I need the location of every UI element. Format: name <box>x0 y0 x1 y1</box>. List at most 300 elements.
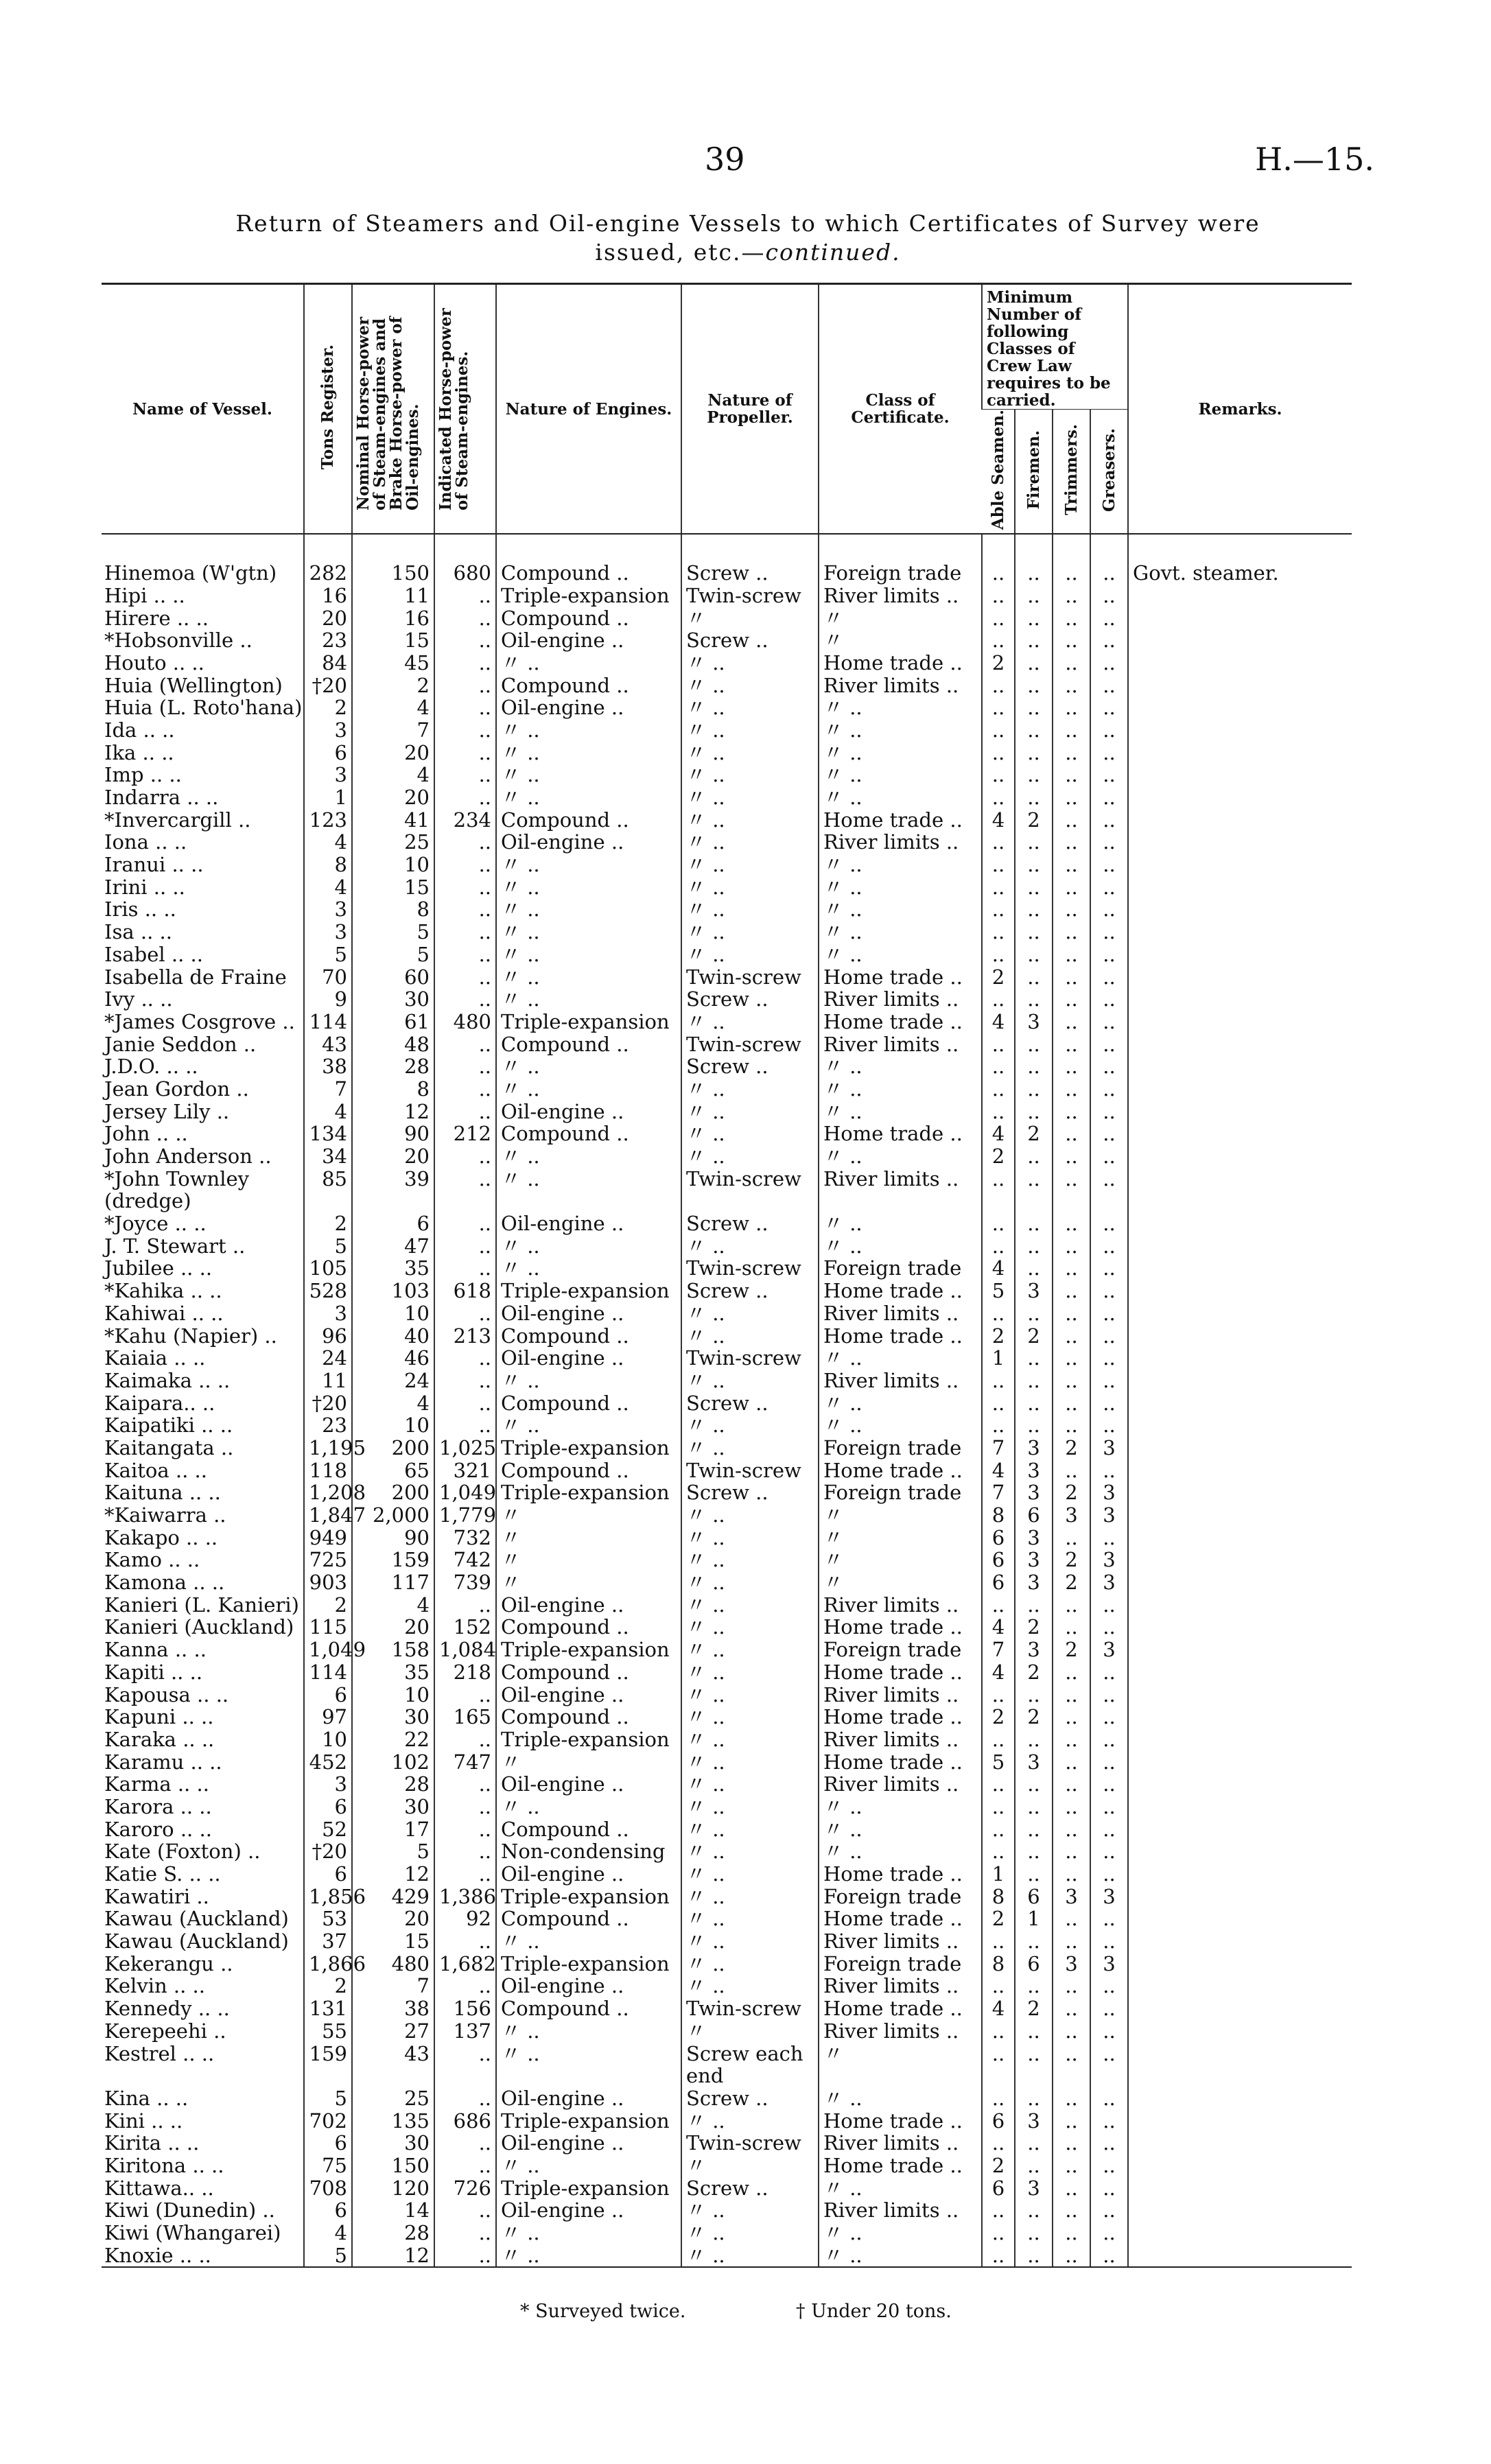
cell-engines: 〃 .. <box>496 1145 681 1168</box>
cell-name: Iris .. .. <box>104 897 176 922</box>
cell-name: Kini .. .. <box>104 2109 183 2133</box>
cell-trimmers: .. <box>1053 1011 1090 1033</box>
table-row <box>102 786 1352 809</box>
cell-name: Kapuni .. .. <box>104 1705 214 1729</box>
cell-nominal-hp: 117 <box>352 1571 434 1594</box>
cell-certificate: 〃 .. <box>819 1818 982 1841</box>
cell-name: Jean Gordon .. <box>104 1077 249 1101</box>
cell-greasers: .. <box>1090 1168 1128 1190</box>
cell-greasers: .. <box>1090 2177 1128 2200</box>
cell-tons: 3 <box>304 764 352 786</box>
col-header-firemen: Firemen. <box>1015 410 1053 535</box>
cell-propeller: Twin-screw <box>681 1033 819 1056</box>
cell-greasers: .. <box>1090 1347 1128 1370</box>
cell-greasers: .. <box>1090 1728 1128 1751</box>
cell-engines: 〃 <box>496 1504 681 1527</box>
cell-trimmers: .. <box>1053 1325 1090 1348</box>
cell-firemen: .. <box>1015 831 1053 854</box>
cell-name: Kaiaia .. .. <box>104 1346 206 1370</box>
cell-engines: Compound .. <box>496 1033 681 1056</box>
cell-indicated-hp: .. <box>434 1145 496 1168</box>
cell-propeller: 〃 .. <box>681 1504 819 1527</box>
table-row <box>102 607 1352 630</box>
cell-firemen: .. <box>1015 2087 1053 2110</box>
cell-tons: 1 <box>304 786 352 809</box>
cell-trimmers: .. <box>1053 719 1090 742</box>
cell-firemen: .. <box>1015 2244 1053 2268</box>
cell-nominal-hp: 10 <box>352 854 434 876</box>
cell-trimmers: .. <box>1053 2177 1090 2200</box>
cell-trimmers: .. <box>1053 1594 1090 1617</box>
cell-greasers: .. <box>1090 674 1128 697</box>
cell-propeller: 〃 <box>681 2155 819 2177</box>
cell-nominal-hp: 35 <box>352 1661 434 1684</box>
cell-able-seamen: .. <box>982 898 1015 921</box>
cell-firemen: 3 <box>1015 1751 1053 1774</box>
cell-firemen: 6 <box>1015 1504 1053 1527</box>
cell-engines: 〃 .. <box>496 2222 681 2244</box>
cell-nominal-hp: 46 <box>352 1347 434 1370</box>
cell-remarks <box>1128 966 1352 989</box>
cell-propeller: 〃 .. <box>681 1840 819 1863</box>
cell-indicated-hp: .. <box>434 719 496 742</box>
cell-greasers: .. <box>1090 1594 1128 1617</box>
cell-indicated-hp: 1,386 <box>434 1886 496 1908</box>
cell-name: Kapousa .. .. <box>104 1682 229 1706</box>
cell-nominal-hp: 20 <box>352 742 434 764</box>
cell-name: Kaituna .. .. <box>104 1481 221 1505</box>
table-row <box>102 1302 1352 1325</box>
cell-name: Kaitoa .. .. <box>104 1458 207 1482</box>
cell-indicated-hp: .. <box>434 2043 496 2065</box>
cell-able-seamen: .. <box>982 674 1015 697</box>
cell-certificate: 〃 .. <box>819 921 982 943</box>
cell-engines: Oil-engine .. <box>496 1975 681 1997</box>
cell-certificate: 〃 .. <box>819 854 982 876</box>
cell-certificate: 〃 .. <box>819 1212 982 1235</box>
cell-able-seamen: .. <box>982 562 1015 585</box>
cell-certificate <box>819 1190 982 1212</box>
cell-certificate: 〃 .. <box>819 2244 982 2268</box>
cell-nominal-hp: 60 <box>352 966 434 989</box>
cell-tons: 75 <box>304 2155 352 2177</box>
cell-able-seamen: 4 <box>982 1459 1015 1482</box>
table-row <box>102 2020 1352 2043</box>
cell-greasers: .. <box>1090 2020 1128 2043</box>
cell-remarks <box>1128 2065 1352 2087</box>
cell-nominal-hp: 25 <box>352 831 434 854</box>
cell-trimmers: .. <box>1053 1728 1090 1751</box>
cell-propeller: 〃 .. <box>681 1886 819 1908</box>
cell-able-seamen: .. <box>982 2199 1015 2222</box>
cell-greasers: .. <box>1090 1818 1128 1841</box>
cell-able-seamen: .. <box>982 988 1015 1011</box>
table-row <box>102 2177 1352 2200</box>
table-row <box>102 1616 1352 1639</box>
cell-certificate: 〃 .. <box>819 1414 982 1437</box>
cell-propeller: Twin-screw <box>681 2132 819 2155</box>
cell-name: Katie S. .. .. <box>104 1862 221 1886</box>
cell-name: Knoxie .. .. <box>102 2244 304 2268</box>
cell-remarks <box>1128 1055 1352 1078</box>
cell-certificate: 〃 .. <box>819 1347 982 1370</box>
cell-able-seamen: .. <box>982 2132 1015 2155</box>
cell-engines: Oil-engine .. <box>496 831 681 854</box>
cell-engines: Triple-expansion <box>496 1886 681 1908</box>
cell-propeller: 〃 .. <box>681 1773 819 1796</box>
cell-able-seamen: .. <box>982 1078 1015 1101</box>
table-row <box>102 1549 1352 1571</box>
cell-certificate: River limits .. <box>819 1975 982 1997</box>
cell-name: Kerepeehi .. <box>104 2019 226 2043</box>
cell-tons: 114 <box>304 1661 352 1684</box>
cell-indicated-hp: .. <box>434 1840 496 1863</box>
cell-nominal-hp <box>352 2065 434 2087</box>
cell-greasers: .. <box>1090 1235 1128 1258</box>
cell-indicated-hp: .. <box>434 1370 496 1392</box>
cell-remarks <box>1128 1997 1352 2020</box>
cell-certificate: 〃 .. <box>819 719 982 742</box>
table-row <box>102 2155 1352 2177</box>
cell-engines: Compound .. <box>496 809 681 832</box>
cell-indicated-hp: 92 <box>434 1908 496 1930</box>
cell-engines: 〃 .. <box>496 2244 681 2268</box>
cell-propeller: 〃 .. <box>681 1101 819 1123</box>
cell-nominal-hp: 30 <box>352 2132 434 2155</box>
cell-greasers: .. <box>1090 742 1128 764</box>
cell-nominal-hp: 40 <box>352 1325 434 1348</box>
cell-certificate: 〃 .. <box>819 876 982 899</box>
cell-propeller: 〃 .. <box>681 1751 819 1774</box>
cell-propeller: 〃 .. <box>681 1953 819 1975</box>
cell-greasers: .. <box>1090 1414 1128 1437</box>
cell-propeller: 〃 .. <box>681 1616 819 1639</box>
cell-tons: 105 <box>304 1257 352 1280</box>
cell-engines: Non-condensing <box>496 1840 681 1863</box>
table-row <box>102 854 1352 876</box>
cell-name: Isabella de Fraine <box>104 965 287 989</box>
cell-nominal-hp: 25 <box>352 2087 434 2110</box>
table-row <box>102 2222 1352 2244</box>
cell-greasers: .. <box>1090 1908 1128 1930</box>
cell-greasers <box>1090 1190 1128 1212</box>
table-row <box>102 1325 1352 1348</box>
cell-greasers: .. <box>1090 1706 1128 1728</box>
cell-nominal-hp: 8 <box>352 1078 434 1101</box>
cell-tons: 2 <box>304 1594 352 1617</box>
cell-able-seamen <box>982 1190 1015 1212</box>
cell-nominal-hp: 15 <box>352 876 434 899</box>
cell-trimmers: .. <box>1053 1975 1090 1997</box>
table-row <box>102 1459 1352 1482</box>
cell-name: Isabel .. .. <box>104 942 203 966</box>
cell-firemen: 2 <box>1015 1616 1053 1639</box>
title-line-1: Return of Steamers and Oil-engine Vessels to which Certificates of Survey were <box>235 210 1260 237</box>
table-row <box>102 1392 1352 1415</box>
table-row <box>102 1684 1352 1706</box>
cell-tons: 1,049 <box>304 1639 352 1661</box>
cell-indicated-hp: 213 <box>434 1325 496 1348</box>
cell-tons <box>304 2065 352 2087</box>
cell-certificate: 〃 .. <box>819 764 982 786</box>
cell-able-seamen: 2 <box>982 966 1015 989</box>
cell-trimmers: .. <box>1053 1347 1090 1370</box>
table-row <box>102 1257 1352 1280</box>
cell-name: Indarra .. .. <box>104 786 219 810</box>
cell-certificate: Foreign trade <box>819 1481 982 1504</box>
cell-engines: 〃 .. <box>496 1235 681 1258</box>
table-row <box>102 988 1352 1011</box>
cell-certificate: River limits .. <box>819 831 982 854</box>
cell-name: Karora .. .. <box>104 1794 212 1818</box>
cell-name: *John Townley <box>104 1166 250 1190</box>
cell-tons: 2 <box>304 1212 352 1235</box>
cell-greasers: .. <box>1090 1527 1128 1549</box>
cell-engines: Oil-engine .. <box>496 629 681 652</box>
cell-nominal-hp: 120 <box>352 2177 434 2200</box>
cell-tons: 528 <box>304 1280 352 1302</box>
cell-greasers: .. <box>1090 1257 1128 1280</box>
cell-remarks <box>1128 1280 1352 1302</box>
cell-firemen: .. <box>1015 742 1053 764</box>
cell-tons: 53 <box>304 1908 352 1930</box>
cell-firemen: .. <box>1015 1796 1053 1818</box>
cell-nominal-hp: 102 <box>352 1751 434 1774</box>
table-row <box>102 2087 1352 2110</box>
cell-firemen: .. <box>1015 1930 1053 1953</box>
cell-greasers: .. <box>1090 1975 1128 1997</box>
cell-propeller: 〃 .. <box>681 1549 819 1571</box>
cell-firemen: .. <box>1015 2132 1053 2155</box>
cell-certificate: Home trade .. <box>819 1863 982 1886</box>
cell-able-seamen: .. <box>982 786 1015 809</box>
table-row <box>102 1190 1352 1212</box>
cell-greasers: .. <box>1090 1302 1128 1325</box>
cell-certificate: River limits .. <box>819 1728 982 1751</box>
cell-nominal-hp: 4 <box>352 764 434 786</box>
cell-indicated-hp: 1,682 <box>434 1953 496 1975</box>
cell-greasers: .. <box>1090 585 1128 607</box>
cell-engines: Compound .. <box>496 1997 681 2020</box>
cell-trimmers: .. <box>1053 1459 1090 1482</box>
cell-indicated-hp: .. <box>434 607 496 630</box>
cell-tons: 1,866 <box>304 1953 352 1975</box>
cell-firemen: .. <box>1015 1975 1053 1997</box>
cell-nominal-hp: 16 <box>352 607 434 630</box>
cell-name: Iona .. .. <box>104 830 187 854</box>
cell-remarks <box>1128 1684 1352 1706</box>
title-line-2-prefix: issued, etc.— <box>595 239 766 266</box>
cell-indicated-hp: 137 <box>434 2020 496 2043</box>
cell-engines: 〃 .. <box>496 1414 681 1437</box>
cell-certificate: 〃 .. <box>819 1055 982 1078</box>
table-row <box>102 2065 1352 2087</box>
cell-firemen: .. <box>1015 585 1053 607</box>
cell-propeller: Screw .. <box>681 1392 819 1415</box>
cell-name: John Anderson .. <box>104 1145 272 1169</box>
cell-remarks <box>1128 1616 1352 1639</box>
cell-remarks <box>1128 719 1352 742</box>
cell-name: Kaimaka .. .. <box>104 1368 231 1392</box>
table-row <box>102 1728 1352 1751</box>
cell-indicated-hp: 480 <box>434 1011 496 1033</box>
cell-firemen: .. <box>1015 1392 1053 1415</box>
cell-tons: 10 <box>304 1728 352 1751</box>
cell-trimmers: .. <box>1053 629 1090 652</box>
cell-indicated-hp: .. <box>434 966 496 989</box>
cell-indicated-hp: 218 <box>434 1661 496 1684</box>
cell-propeller: 〃 .. <box>681 898 819 921</box>
cell-indicated-hp: .. <box>434 629 496 652</box>
cell-propeller: 〃 .. <box>681 1908 819 1930</box>
cell-firemen: .. <box>1015 674 1053 697</box>
cell-able-seamen: .. <box>982 854 1015 876</box>
cell-name: Ivy .. .. <box>104 987 173 1011</box>
cell-firemen: .. <box>1015 1818 1053 1841</box>
cell-engines: 〃 .. <box>496 652 681 674</box>
cell-certificate: 〃 <box>819 2043 982 2065</box>
cell-trimmers: .. <box>1053 764 1090 786</box>
cell-indicated-hp: .. <box>434 1033 496 1056</box>
table-row <box>102 1481 1352 1504</box>
cell-propeller: Twin-screw <box>681 1257 819 1280</box>
cell-remarks <box>1128 809 1352 832</box>
cell-greasers: .. <box>1090 1033 1128 1056</box>
cell-greasers: .. <box>1090 1145 1128 1168</box>
cell-nominal-hp: 17 <box>352 1818 434 1841</box>
cell-remarks <box>1128 1257 1352 1280</box>
cell-nominal-hp: 159 <box>352 1549 434 1571</box>
cell-indicated-hp: .. <box>434 1101 496 1123</box>
cell-tons: †20 <box>304 1392 352 1415</box>
cell-certificate: River limits .. <box>819 1033 982 1056</box>
cell-firemen: 3 <box>1015 2177 1053 2200</box>
cell-indicated-hp: .. <box>434 876 496 899</box>
cell-greasers: .. <box>1090 898 1128 921</box>
cell-certificate: Foreign trade <box>819 1257 982 1280</box>
cell-indicated-hp: .. <box>434 898 496 921</box>
cell-propeller: Screw .. <box>681 562 819 585</box>
cell-greasers: .. <box>1090 2110 1128 2133</box>
cell-greasers: .. <box>1090 876 1128 899</box>
cell-greasers: .. <box>1090 764 1128 786</box>
cell-greasers: .. <box>1090 1055 1128 1078</box>
cell-engines: Oil-engine .. <box>496 1863 681 1886</box>
cell-tons: 6 <box>304 2132 352 2155</box>
cell-nominal-hp: 90 <box>352 1527 434 1549</box>
cell-firemen: 3 <box>1015 1549 1053 1571</box>
cell-remarks <box>1128 2244 1352 2268</box>
cell-certificate: Home trade .. <box>819 966 982 989</box>
cell-tons: 702 <box>304 2110 352 2133</box>
table-row <box>102 1168 1352 1190</box>
cell-name: Kawatiri .. <box>104 1884 209 1908</box>
cell-propeller: 〃 .. <box>681 809 819 832</box>
cell-tons: 6 <box>304 1863 352 1886</box>
cell-certificate: Home trade .. <box>819 1616 982 1639</box>
cell-trimmers: 2 <box>1053 1571 1090 1594</box>
cell-name: Irini .. .. <box>104 875 185 899</box>
cell-engines <box>496 1190 681 1212</box>
cell-name: Kawau (Auckland) <box>104 1929 289 1953</box>
cell-greasers: .. <box>1090 2043 1128 2065</box>
cell-firemen: .. <box>1015 652 1053 674</box>
cell-name: Kekerangu .. <box>104 1951 233 1975</box>
cell-remarks <box>1128 607 1352 630</box>
cell-trimmers: .. <box>1053 988 1090 1011</box>
cell-able-seamen: .. <box>982 2087 1015 2110</box>
cell-name: Ida .. .. <box>104 718 175 742</box>
cell-engines: Triple-expansion <box>496 1437 681 1459</box>
cell-indicated-hp: .. <box>434 2087 496 2110</box>
cell-tons: 725 <box>304 1549 352 1571</box>
cell-tons: 96 <box>304 1325 352 1348</box>
cell-trimmers: .. <box>1053 809 1090 832</box>
cell-greasers: .. <box>1090 607 1128 630</box>
cell-remarks <box>1128 1235 1352 1258</box>
table-row <box>102 1101 1352 1123</box>
cell-tons: 20 <box>304 607 352 630</box>
cell-engines: Compound .. <box>496 1325 681 1348</box>
cell-greasers: .. <box>1090 1101 1128 1123</box>
cell-remarks <box>1128 1549 1352 1571</box>
table-row <box>102 2132 1352 2155</box>
cell-trimmers: .. <box>1053 1145 1090 1168</box>
cell-tons: 97 <box>304 1706 352 1728</box>
cell-indicated-hp: .. <box>434 921 496 943</box>
cell-engines: 〃 .. <box>496 764 681 786</box>
cell-trimmers: .. <box>1053 652 1090 674</box>
cell-tons: 903 <box>304 1571 352 1594</box>
cell-tons: 6 <box>304 1684 352 1706</box>
cell-nominal-hp: 15 <box>352 1930 434 1953</box>
cell-name: Kirita .. .. <box>104 2131 200 2155</box>
cell-nominal-hp: 65 <box>352 1459 434 1482</box>
cell-name: *Kahika .. .. <box>104 1279 222 1303</box>
cell-propeller: 〃 .. <box>681 2110 819 2133</box>
cell-name: Ika .. .. <box>104 740 174 764</box>
cell-name: J.D.O. .. .. <box>104 1055 198 1079</box>
col-header-name: Name of Vessel. <box>102 284 304 535</box>
cell-propeller: 〃 .. <box>681 742 819 764</box>
cell-nominal-hp: 135 <box>352 2110 434 2133</box>
cell-greasers: .. <box>1090 2222 1128 2244</box>
cell-engines: 〃 .. <box>496 742 681 764</box>
cell-indicated-hp: .. <box>434 1055 496 1078</box>
cell-propeller: 〃 .. <box>681 1145 819 1168</box>
cell-able-seamen: .. <box>982 1235 1015 1258</box>
cell-remarks <box>1128 1212 1352 1235</box>
cell-trimmers: .. <box>1053 1840 1090 1863</box>
cell-remarks <box>1128 876 1352 899</box>
cell-trimmers: .. <box>1053 1706 1090 1728</box>
cell-able-seamen: .. <box>982 1370 1015 1392</box>
cell-trimmers: .. <box>1053 966 1090 989</box>
cell-indicated-hp: 726 <box>434 2177 496 2200</box>
cell-nominal-hp: 480 <box>352 1953 434 1975</box>
cell-name: Kanieri (L. Kanieri) <box>104 1593 299 1617</box>
cell-engines: 〃 .. <box>496 1930 681 1953</box>
cell-greasers: 3 <box>1090 1571 1128 1594</box>
col-header-crew-group: Minimum Number of following Classes of Crew Law requires to be carried. <box>982 284 1128 410</box>
cell-engines: Oil-engine .. <box>496 696 681 719</box>
cell-remarks <box>1128 1347 1352 1370</box>
cell-propeller: Screw .. <box>681 1481 819 1504</box>
cell-engines: Triple-expansion <box>496 1481 681 1504</box>
cell-indicated-hp: .. <box>434 1594 496 1617</box>
cell-name: Kelvin .. .. <box>104 1974 205 1998</box>
cell-firemen: 3 <box>1015 1639 1053 1661</box>
